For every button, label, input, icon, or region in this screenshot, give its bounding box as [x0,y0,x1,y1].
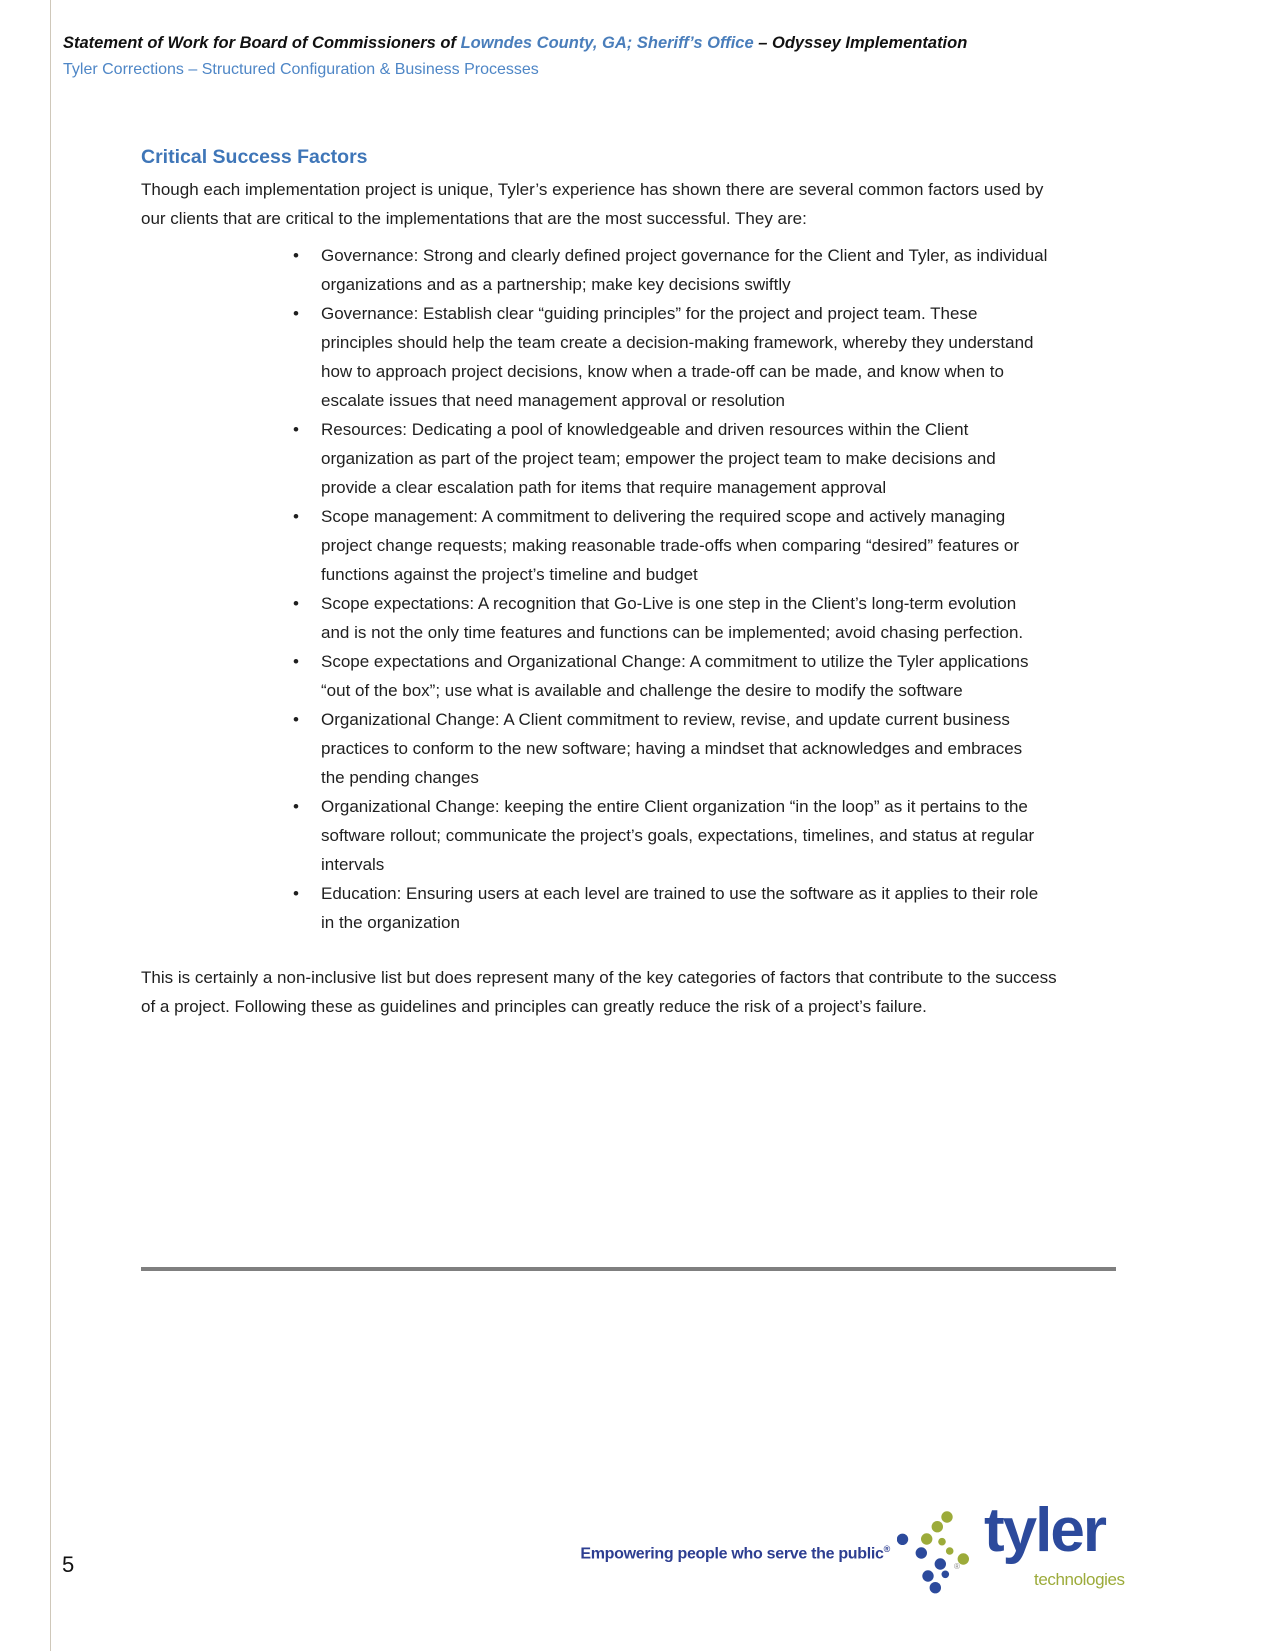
bullet-item-governance-1: • Governance: Strong and clearly defined project governance for the Client and Tyler, as individual organizations and as a partnership; make key decisions swiftly [293,241,1048,299]
bullet-item-org-change-1: • Organizational Change: A Client commitment to review, revise, and update current business practices to conform to the new software; having a mindset that acknowledges and embraces the pending changes [293,705,1048,792]
header-title [63,30,1163,56]
page-footer [0,1490,1275,1651]
tyler-logo-subtext: technologies [1034,1570,1125,1589]
page-edge-line [50,0,51,1651]
header-subtitle: Tyler Corrections – Structured Configuration & Business Processes [63,61,539,78]
bullet-item-scope-expectations: • Scope expectations: A recognition that Go-Live is one step in the Client’s long-term evolution and is not the only time features and functions can be implemented; avoid chasing perfection. [293,589,1048,647]
header-title-prefix: Statement of Work for Board of Commissioners of [63,34,461,52]
intro-paragraph: Though each implementation project is unique, Tyler’s experience has shown there are several common factors used by our clients that are critical to the implementations that are the most successful. They are: [141,180,1044,228]
bullet-item-education: • Education: Ensuring users at each level are trained to use the software as it applies to their role in the organization [293,879,1048,937]
bullet-item-org-change-2: • Organizational Change: keeping the entire Client organization “in the loop” as it pertains to the software rollout; communicate the project’s goals, expectations, timelines, and status at regular intervals [293,792,1048,879]
closing-paragraph: This is certainly a non-inclusive list but does represent many of the key categories of factors that contribute to the success of a project. Following these as guidelines and principles can greatly reduce the risk of a project’s failure. [141,968,1057,1016]
bullet-item-resources: • Resources: Dedicating a pool of knowledgeable and driven resources within the Client organization as part of the project team; empower the project team to make decisions and provide a clear escalation path for items that require management approval [293,415,1048,502]
page-header [63,30,1163,82]
tagline-text: Empowering people who serve the public [580,1545,884,1563]
tyler-logo-mark-icon [897,1508,975,1600]
footer-tagline [560,1544,890,1563]
bullet-item-scope-org-change: • Scope expectations and Organizational Change: A commitment to utilize the Tyler applications “out of the box”; use what is available and challenge the desire to modify the software [293,647,1048,705]
header-title-suffix: – Odyssey Implementation [758,34,968,52]
document-body [141,144,1089,1021]
bullet-list [293,241,1048,937]
tyler-logo-wordmark: tyler [984,1496,1105,1565]
bullet-item-governance-2: • Governance: Establish clear “guiding principles” for the project and project team. These principles should help the team create a decision-making framework, whereby they understand how to approach project decisions, know when a trade-off can be made, and know when to escalate issues that need management approval or resolution [293,299,1048,415]
footer-divider-rule [141,1267,1116,1271]
page-number: 5 [62,1552,75,1577]
tagline-registered-mark: ® [883,1544,890,1554]
header-client-name: Lowndes County, GA; Sheriff’s Office [460,34,759,52]
bullet-item-scope-management: • Scope management: A commitment to delivering the required scope and actively managing project change requests; making reasonable trade-offs when comparing “desired” features or functions against the project’s timeline and budget [293,502,1048,589]
section-title: Critical Success Factors [141,146,368,168]
logo-registered-mark: ® [954,1562,960,1571]
